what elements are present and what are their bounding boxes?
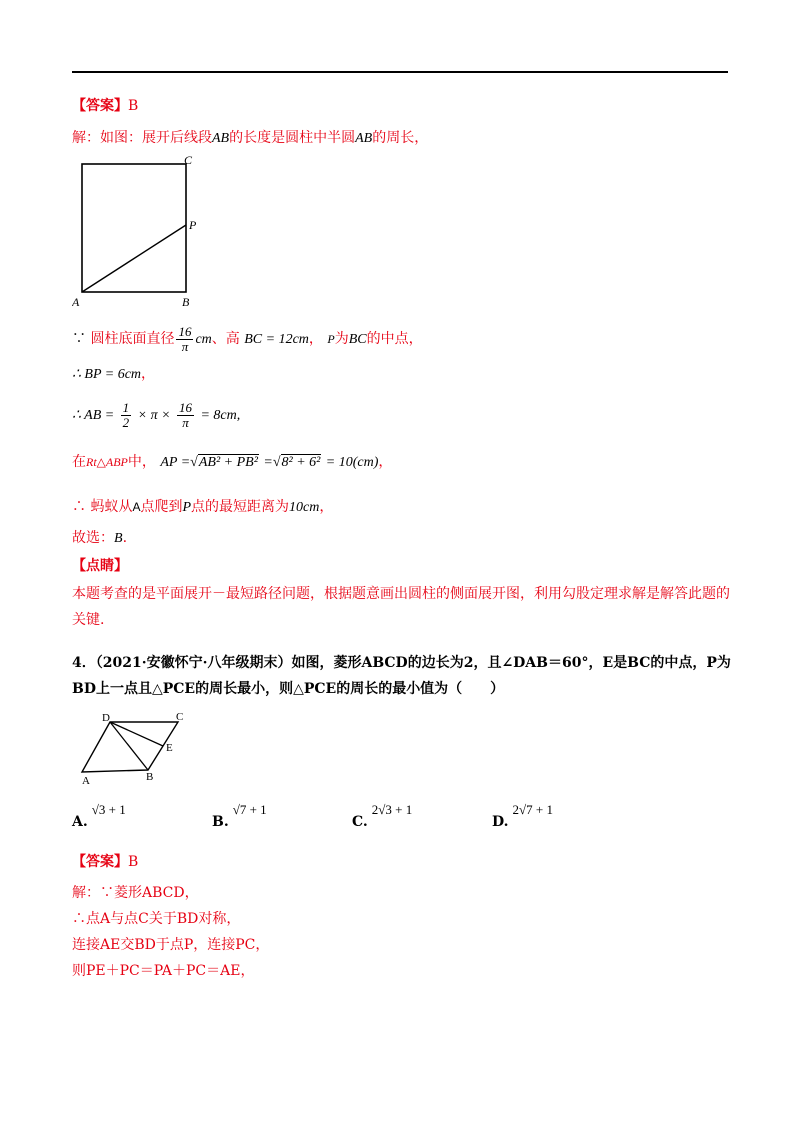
- intro-text-b: 的长度是圆柱中半圆: [229, 130, 356, 146]
- comment-tag-line: [72, 556, 128, 576]
- rectangle: [82, 164, 186, 292]
- in-text: 在: [72, 454, 86, 470]
- label-b: B: [182, 295, 190, 309]
- label-e: E: [166, 742, 173, 754]
- times-pi: × π ×: [137, 408, 171, 423]
- comma: ，: [308, 331, 323, 347]
- label-d: D: [102, 712, 110, 724]
- option-letter: C.: [352, 814, 368, 830]
- point-p: P: [182, 500, 192, 515]
- bp-line: [72, 364, 155, 385]
- numerator: 16: [178, 323, 192, 339]
- choice-line: [72, 528, 127, 549]
- comma: ，: [378, 454, 393, 470]
- option-a[interactable]: [72, 802, 126, 830]
- answer-value: B: [128, 854, 139, 870]
- arc-ab: AB: [355, 131, 373, 146]
- ab-prefix: ∴ AB =: [72, 408, 115, 423]
- diagonal-bd: [110, 722, 148, 770]
- option-value: √7 + 1: [232, 802, 267, 817]
- midpoint-text: 的中点，: [366, 331, 423, 347]
- segment-bc: BC: [348, 332, 367, 347]
- denominator: π: [182, 414, 189, 430]
- question-text-line1: （2021·安徽怀宁·八年级期末）如图，菱形ABCD的边长为2，且∠DAB＝60°，E是BC的中点，P为: [95, 655, 731, 671]
- unit-cm: cm: [195, 332, 212, 347]
- numerator: 16: [179, 399, 192, 415]
- option-letter: A.: [72, 814, 88, 830]
- option-d[interactable]: [492, 802, 553, 830]
- pythagoras-line: 在Rt△ABP中， AP =√AB² + PB² =√8² + 6² = 10(cm)，: [72, 454, 393, 470]
- label-p: P: [189, 218, 197, 232]
- diameter-text: 圆柱底面直径: [90, 331, 175, 347]
- middle-text: 中，: [127, 454, 156, 470]
- radicand-1: AB² + PB²: [198, 455, 258, 470]
- comma: ，: [141, 366, 156, 382]
- shortest-distance-line: [72, 497, 333, 518]
- ap-equals: AP =: [160, 455, 191, 470]
- segment-ap: [82, 225, 186, 292]
- because-symbol: ∵: [72, 331, 86, 347]
- solution-line: 连接AE交BD于点P，连接PC，: [72, 937, 270, 953]
- point-a: A: [132, 500, 141, 514]
- label-a: A: [72, 295, 80, 309]
- triangle-abp: Rt△ABP: [86, 455, 128, 469]
- option-letter: D.: [492, 814, 509, 830]
- segment-ab: AB: [212, 131, 230, 146]
- is-text: 为: [334, 331, 349, 347]
- comment-tag: 【点睛】: [72, 558, 128, 574]
- question-text-line2: BD上一点且△PCE的周长最小，则△PCE的周长的最小值为（ ）: [72, 681, 505, 697]
- denominator: 2: [122, 414, 130, 430]
- question-number: 4．: [72, 655, 96, 671]
- option-value: √3 + 1: [91, 802, 126, 817]
- fraction-half: [121, 401, 132, 430]
- solution-line: 解：∵菱形ABCD，: [72, 885, 199, 901]
- bp-expression: ∴ BP = 6cm: [72, 367, 142, 382]
- distance-text: 点的最短距离为: [191, 499, 290, 515]
- answer-tag: 【答案】: [72, 854, 128, 870]
- numerator: 1: [122, 399, 130, 415]
- solution-line: ∴点A与点C关于BD对称，: [72, 911, 241, 927]
- fraction-16-pi: [176, 325, 193, 354]
- label-c: C: [176, 711, 184, 723]
- comment-text: 本题考查的是平面展开－最短路径问题，根据题意画出圆柱的侧面展开图，利用勾股定理求解是解答此题的关键.: [72, 586, 730, 628]
- equals: =: [263, 455, 273, 470]
- answer-value: B: [128, 98, 139, 114]
- ap-result: = 10(cm): [325, 455, 379, 470]
- point-p: P: [327, 332, 335, 346]
- option-c[interactable]: [352, 802, 413, 830]
- option-b[interactable]: [212, 802, 267, 830]
- choice-value: B: [114, 531, 123, 546]
- solution-line: 则PE＋PC＝PA＋PC＝AE，: [72, 963, 255, 979]
- height-text: 、高: [211, 331, 240, 347]
- answer-tag: 【答案】: [72, 98, 128, 114]
- option-letter: B.: [212, 814, 229, 830]
- answer-line: [72, 96, 138, 116]
- crawl-text: 点爬到: [140, 499, 183, 515]
- bc-equation: BC = 12cm: [244, 332, 309, 347]
- header-rule: [72, 71, 728, 73]
- denominator: π: [181, 338, 189, 354]
- question-4: [72, 650, 732, 702]
- option-value: 2√7 + 1: [512, 802, 553, 817]
- period: .: [122, 530, 128, 546]
- label-b: B: [146, 771, 154, 783]
- rhombus-figure: [78, 708, 198, 790]
- diameter-line: [72, 322, 423, 357]
- label-c: C: [184, 153, 193, 167]
- intro-text-c: 的周长，: [372, 130, 429, 146]
- radicand-2: 8² + 6²: [281, 455, 321, 470]
- option-value: 2√3 + 1: [371, 802, 413, 817]
- answer-line-2: [72, 852, 138, 872]
- solution-2: [72, 880, 732, 984]
- intro-text-a: 解：如图：展开后线段: [72, 130, 212, 146]
- solution-intro: [72, 128, 428, 149]
- ab-result: = 8cm,: [200, 408, 241, 423]
- fraction-16-pi: [177, 401, 194, 430]
- ant-text: ∴ 蚂蚁从: [72, 499, 133, 515]
- choice-label: 故选：: [72, 530, 114, 546]
- unfolded-cylinder-figure: [72, 152, 212, 312]
- segment-de: [110, 722, 163, 746]
- ab-line: [72, 398, 240, 433]
- label-a: A: [82, 775, 90, 787]
- distance-value: 10cm: [289, 500, 320, 515]
- comma: ，: [319, 499, 334, 515]
